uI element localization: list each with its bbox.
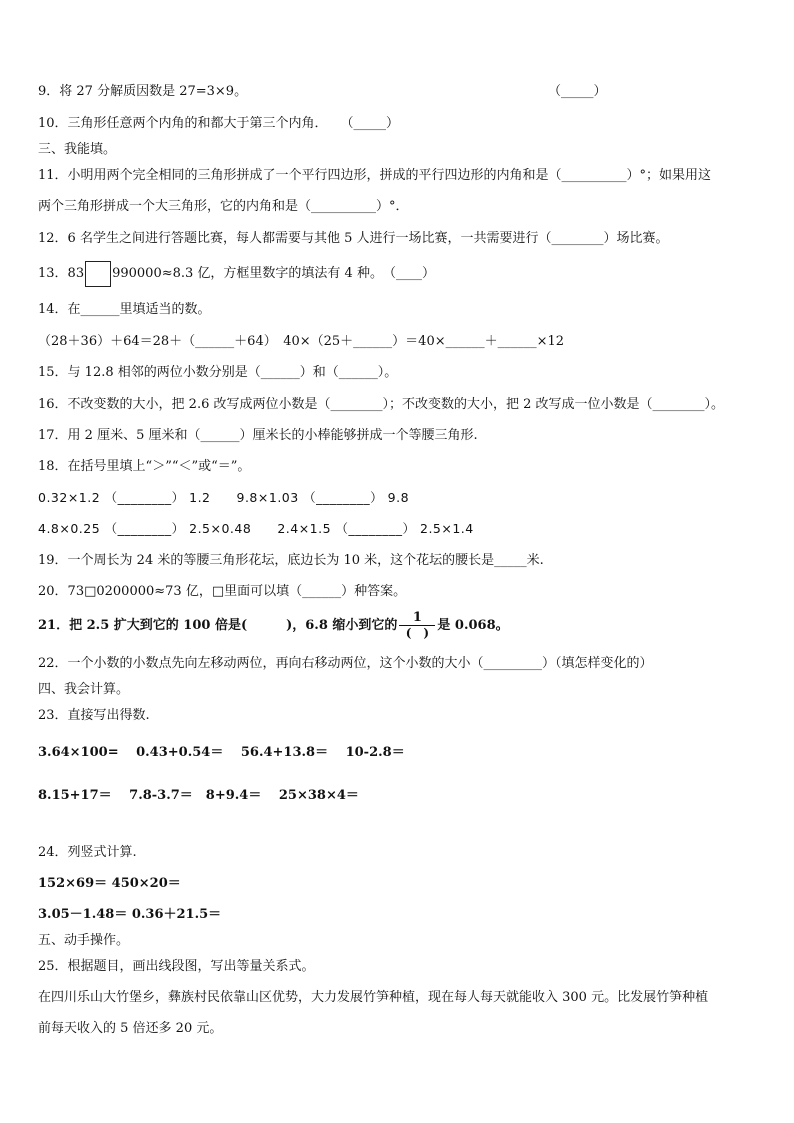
question-18: 18．在括号里填上“＞”“＜”或“＝”。 xyxy=(38,459,251,474)
question-14-equations: （28＋36）＋64＝28＋（______＋64） 40×（25＋______）＝40×______＋______×12 xyxy=(38,334,565,349)
question-24-row-1: 152×69＝ 450×20＝ xyxy=(38,876,181,891)
fraction-denominator: ( ) xyxy=(405,626,430,640)
question-10: 10．三角形任意两个内角的和都大于第三个内角． （_____） xyxy=(38,116,400,131)
fraction xyxy=(399,611,435,640)
question-13-prefix: 13．83 xyxy=(38,266,85,281)
question-18-row-2: 4.8×0.25 （________） 2.5×0.48 2.4×1.5 （________） 2.5×1.4 xyxy=(38,521,474,536)
question-21-suffix: 是 0.068。 xyxy=(437,618,509,633)
question-21 xyxy=(38,606,509,646)
question-24-row-2: 3.05－1.48＝ 0.36＋21.5＝ xyxy=(38,907,222,922)
section-heading-4: 四、我会计算。 xyxy=(38,682,130,697)
question-11-line-2: 两个三角形拼成一个大三角形，它的内角和是（__________）°． xyxy=(38,199,409,214)
fraction-numerator: 1 xyxy=(412,610,422,625)
question-11-line-1: 11．小明用两个完全相同的三角形拼成了一个平行四边形，拼成的平行四边形的内角和是（__________）°；如果用这 xyxy=(38,168,712,183)
question-9-text: 9．将 27 分解质因数是 27=3×9。 xyxy=(38,84,248,99)
question-23-row-2: 8.15+17＝ 7.8-3.7＝ 8+9.4＝ 25×38×4＝ xyxy=(38,788,359,803)
question-25-text-1: 在四川乐山大竹堡乡，彝族村民依靠山区优势，大力发展竹笋种植，现在每人每天就能收入 300 元。比发展竹笋种植 xyxy=(38,990,709,1005)
question-25-text-2: 前每天收入的 5 倍还多 20 元。 xyxy=(38,1021,223,1036)
question-19: 19．一个周长为 24 米的等腰三角形花坛，底边长为 10 米，这个花坛的腰长是_____米. xyxy=(38,553,544,568)
digit-box xyxy=(85,261,111,287)
question-12: 12．6 名学生之间进行答题比赛，每人都需要与其他 5 人进行一场比赛，一共需要进行（________）场比赛。 xyxy=(38,231,669,246)
question-14: 14．在______里填适当的数。 xyxy=(38,302,211,317)
question-23: 23．直接写出得数. xyxy=(38,708,150,723)
question-20: 20．73□0200000≈73 亿，□里面可以填（______）种答案。 xyxy=(38,584,407,599)
question-16: 16．不改变数的大小，把 2.6 改写成两位小数是（________）；不改变数的大小，把 2 改写成一位小数是（________）。 xyxy=(38,397,725,412)
question-15: 15．与 12.8 相邻的两位小数分别是（______）和（______）。 xyxy=(38,365,398,380)
question-25: 25．根据题目，画出线段图，写出等量关系式。 xyxy=(38,959,315,974)
section-heading-3: 三、我能填。 xyxy=(38,142,117,157)
question-21-prefix: 21．把 2.5 扩大到它的 100 倍是( )，6.8 缩小到它的 xyxy=(38,618,398,633)
question-13 xyxy=(38,260,435,288)
section-heading-5: 五、动手操作。 xyxy=(38,933,130,948)
question-22: 22．一个小数的小数点先向左移动两位，再向右移动两位，这个小数的大小（_________）（填怎样变化的） xyxy=(38,656,653,671)
question-9-answer-blank: （_____） xyxy=(548,84,607,99)
question-17: 17．用 2 厘米、5 厘米和（______）厘米长的小棒能够拼成一个等腰三角形. xyxy=(38,428,478,443)
question-13-suffix: 990000≈8.3 亿，方框里数字的填法有 4 种。 （____） xyxy=(112,266,435,281)
question-18-row-1: 0.32×1.2 （________） 1.2 9.8×1.03 （________） 9.8 xyxy=(38,490,410,505)
question-9 xyxy=(38,84,247,100)
question-23-row-1: 3.64×100= 0.43+0.54＝ 56.4+13.8＝ 10-2.8＝ xyxy=(38,745,405,760)
question-24: 24．列竖式计算. xyxy=(38,845,137,860)
